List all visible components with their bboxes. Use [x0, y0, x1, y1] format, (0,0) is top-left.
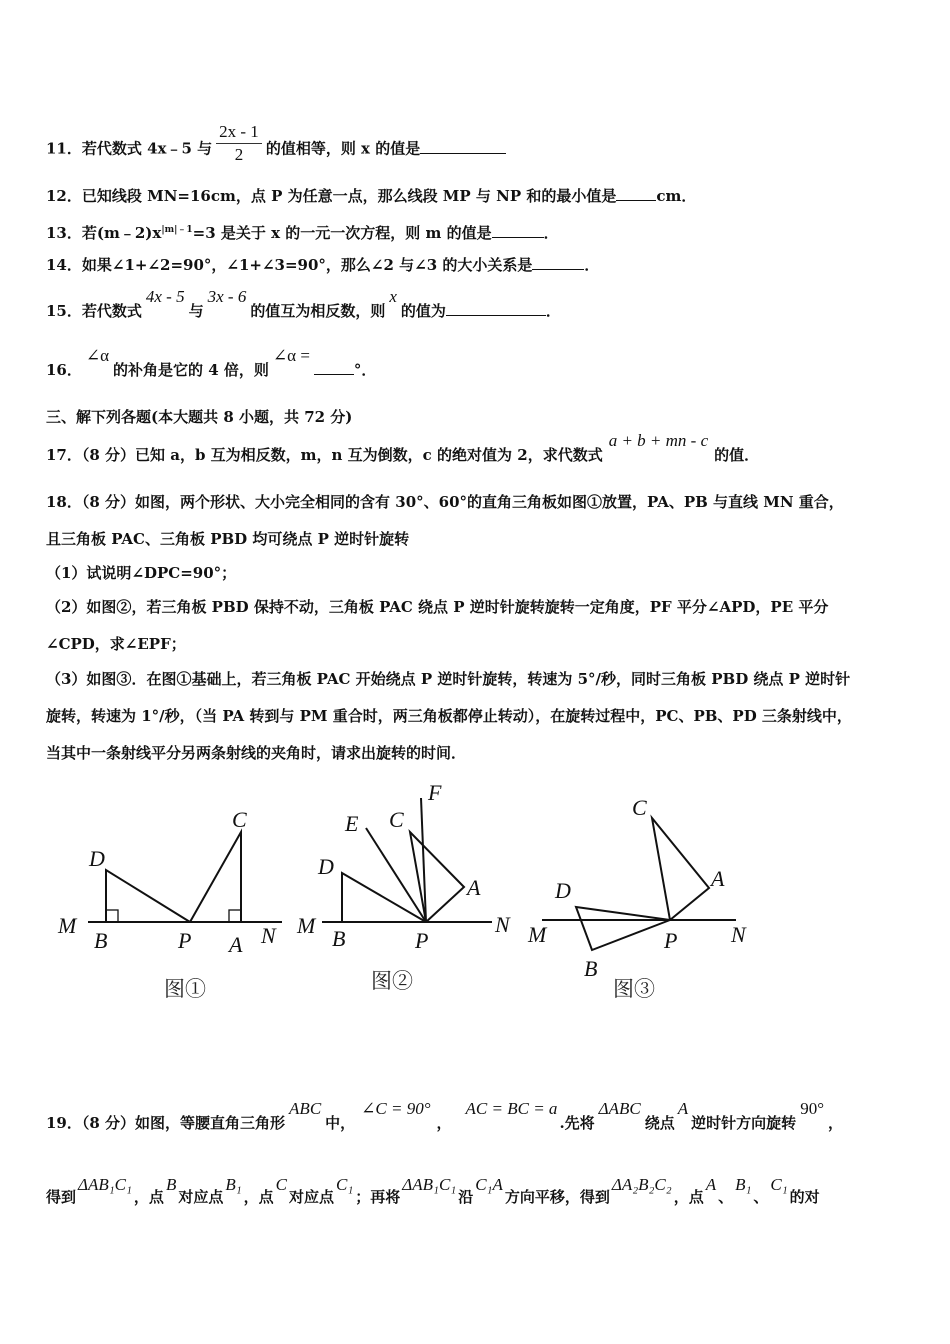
q11-text-b: 的值相等，则 x 的值是 — [265, 139, 421, 158]
q19-text-f: 逆时针方向旋转 — [691, 1114, 797, 1132]
q15-variable-x: x — [389, 287, 397, 306]
fig3-label-d: D — [555, 878, 571, 903]
q19-text-d: .先将 — [559, 1114, 595, 1132]
q15-expr-1: 4x - 5 — [145, 287, 185, 306]
fig3-triangle-pbd — [576, 907, 670, 950]
q17-text-b: 的值． — [714, 446, 760, 464]
q15-text-e: ． — [545, 302, 561, 320]
q16-angle-alpha-eq: ∠α = — [272, 346, 310, 365]
q13-exponent: |m|﹣1 — [161, 225, 193, 235]
fig1-label-a: A — [229, 932, 243, 957]
fig1-right-angle-b — [106, 910, 118, 922]
q19-delta-ab1c1-b: ΔAB₁C₁ — [402, 1175, 457, 1194]
fig1-label-b: B — [94, 928, 108, 953]
section-3-heading: 三、解下列各题(本大题共 8 小题，共 72 分) — [46, 408, 353, 426]
question-16 — [46, 346, 377, 380]
q19-delta-a2b2c2: ΔA₂B₂C₂ — [611, 1175, 672, 1194]
q15-text-a: 15．若代数式 — [46, 302, 142, 320]
q19-l2-text-e: 对应点 — [289, 1188, 335, 1206]
q15-text-c: 的值互为相反数，则 — [250, 302, 386, 320]
q18-line-7: 旋转，转速为 1°/秒，（当 PA 转到与 PM 重合时，两三角板都停止转动），在旋转过程中，PC、PB、PD 三条射线中， — [46, 707, 852, 725]
question-17 — [46, 431, 760, 465]
q13-text-b: =3 是关于 x 的一元一次方程，则 m 的值是 — [192, 224, 492, 242]
question-15 — [46, 287, 561, 321]
q19-l2-text-d: ，点 — [243, 1188, 274, 1206]
figure-1 — [57, 807, 282, 1001]
question-11 — [46, 122, 506, 172]
fig3-label-m: M — [528, 922, 547, 947]
fig3-caption: 图③ — [613, 977, 655, 1001]
q11-text-a: 11．若代数式 4x﹣5 与 — [46, 139, 213, 158]
q13-answer-blank — [492, 223, 544, 238]
q19-l2-text-f: ；再将 — [355, 1188, 401, 1206]
question-13 — [46, 220, 559, 243]
q19-l2-text-b: ，点 — [133, 1188, 164, 1206]
q15-expr-2: 3x - 6 — [207, 287, 247, 306]
q13-text-c: ． — [543, 224, 559, 242]
fig1-label-d: D — [89, 846, 105, 871]
q16-answer-blank — [314, 360, 354, 375]
q19-l2-text-c: 对应点 — [178, 1188, 224, 1206]
fig2-label-c: C — [389, 807, 404, 832]
fig2-label-b: B — [332, 926, 346, 951]
q18-line-8: 当其中一条射线平分另两条射线的夹角时，请求出旋转的时间． — [46, 744, 467, 762]
q11-numerator: 2x - 1 — [216, 121, 262, 144]
q19-text-g: ， — [828, 1114, 844, 1132]
q12-answer-blank — [616, 186, 656, 201]
fig2-label-d: D — [318, 854, 334, 879]
q19-degree-90: 90° — [800, 1099, 824, 1118]
q13-text-a: 13．若(m﹣2)x — [46, 224, 162, 242]
figure-3 — [527, 795, 747, 1001]
q18-line-2: 且三角板 PAC、三角板 PBD 均可绕点 P 逆时针旋转 — [46, 530, 410, 548]
q19-delta-abc: ΔABC — [598, 1099, 641, 1118]
q14-text-b: ． — [584, 256, 600, 274]
q19-delta-ab1c1: ΔAB₁C₁ — [78, 1175, 132, 1194]
q19-l2-text-j: 、 — [718, 1188, 734, 1206]
q19-l2-text-k: 、 — [753, 1188, 769, 1206]
fig3-label-a: A — [711, 866, 725, 891]
q19-text-c: ， — [436, 1114, 452, 1132]
fig2-label-a: A — [467, 875, 481, 900]
fig2-label-m: M — [297, 913, 316, 938]
q19-l2-text-i: ，点 — [673, 1188, 704, 1206]
q19-triangle-abc: ABC — [289, 1099, 322, 1118]
fig1-caption: 图① — [164, 977, 206, 1001]
question-12 — [46, 186, 696, 206]
fig2-label-p: P — [415, 928, 429, 953]
q14-text-a: 14．如果∠1+∠2=90°，∠1+∠3=90°，那么∠2 与∠3 的大小关系是 — [46, 256, 533, 274]
figure-2 — [296, 780, 511, 993]
fig1-label-n: N — [261, 923, 276, 948]
question-14 — [46, 255, 599, 275]
q19-point-b1-2: B₁ — [735, 1175, 752, 1194]
fig3-label-n: N — [731, 922, 746, 947]
q18-line-5: ∠CPD，求∠EPF； — [46, 635, 186, 653]
q16-text-c: °． — [353, 361, 377, 379]
q19-text-e: 绕点 — [644, 1114, 675, 1132]
q19-point-c1: C₁ — [336, 1175, 354, 1194]
q16-angle-alpha: ∠α — [85, 346, 110, 365]
fig3-label-c: C — [632, 795, 647, 820]
fig3-label-p: P — [664, 928, 678, 953]
q15-answer-blank — [446, 301, 546, 316]
q19-l2-text-a: 得到 — [46, 1188, 77, 1206]
q18-line-3: （1）试说明∠DPC=90°； — [46, 564, 237, 582]
q18-line-4: （2）如图②，若三角板 PBD 保持不动，三角板 PAC 绕点 P 逆时针旋转旋转一定角度，PF 平分∠APD，PE 平分 — [46, 598, 829, 616]
q19-segment-c1a: C₁A — [475, 1175, 503, 1194]
fig3-triangle-pac — [652, 818, 709, 920]
q18-line-6: （3）如图③．在图①基础上，若三角板 PAC 开始绕点 P 逆时针旋转，转速为 5°/秒，同时三角板 PBD 绕点 P 逆时针 — [46, 670, 851, 688]
q19-point-b1: B₁ — [225, 1175, 242, 1194]
fig2-triangle-pbd — [342, 873, 426, 922]
q12-text-a: 12．已知线段 MN=16cm，点 P 为任意一点，那么线段 MP 与 NP 和的最小值是 — [46, 187, 617, 205]
fig3-label-b: B — [584, 956, 598, 981]
q14-answer-blank — [532, 255, 584, 270]
q19-line-2 — [46, 1175, 820, 1207]
fig1-right-angle-a — [229, 910, 241, 922]
q16-text-b: 的补角是它的 4 倍，则 — [113, 361, 269, 379]
q11-answer-blank — [420, 139, 506, 154]
q15-text-b: 与 — [188, 302, 204, 320]
q12-text-b: cm． — [656, 187, 697, 205]
q17-text-a: 17．（8 分）已知 a，b 互为相反数，m，n 互为倒数，c 的绝对值为 2，求代数式 — [46, 446, 603, 464]
q19-l2-text-l: 的对 — [789, 1188, 820, 1206]
fig2-label-f: F — [428, 780, 442, 805]
q18-line-1: 18．（8 分）如图，两个形状、大小完全相同的含有 30°、60°的直角三角板如图①放置，PA、PB 与直线 MN 重合， — [46, 493, 844, 511]
q19-point-a-2: A — [705, 1175, 717, 1194]
q19-angle-c: ∠C = 90° — [361, 1099, 431, 1118]
fig1-label-p: P — [178, 928, 192, 953]
q19-point-b: B — [165, 1175, 177, 1194]
q19-l2-text-h: 方向平移，得到 — [504, 1188, 610, 1206]
q15-text-d: 的值为 — [400, 302, 446, 320]
q19-text-a: 19．（8 分）如图，等腰直角三角形 — [46, 1114, 286, 1132]
fig2-label-n: N — [495, 912, 510, 937]
q19-l2-text-g: 沿 — [458, 1188, 474, 1206]
q19-point-a: A — [677, 1099, 689, 1118]
fig1-label-c: C — [232, 807, 247, 832]
q19-text-b: 中， — [325, 1114, 356, 1132]
fig1-triangle-pac — [190, 832, 241, 922]
q19-point-c: C — [275, 1175, 287, 1194]
q11-fraction — [216, 121, 262, 166]
fig2-caption: 图② — [371, 969, 413, 993]
q19-point-c1-2: C₁ — [770, 1175, 788, 1194]
q16-text-a: 16． — [46, 361, 82, 379]
q19-ac-bc: AC = BC = a — [465, 1099, 558, 1118]
q19-line-1 — [46, 1099, 844, 1133]
fig1-label-m: M — [58, 913, 77, 938]
fig2-label-e: E — [345, 811, 359, 836]
q11-denominator: 2 — [234, 145, 244, 164]
q17-expression: a + b + mn - c — [608, 431, 709, 450]
q18-figures — [0, 770, 950, 1030]
